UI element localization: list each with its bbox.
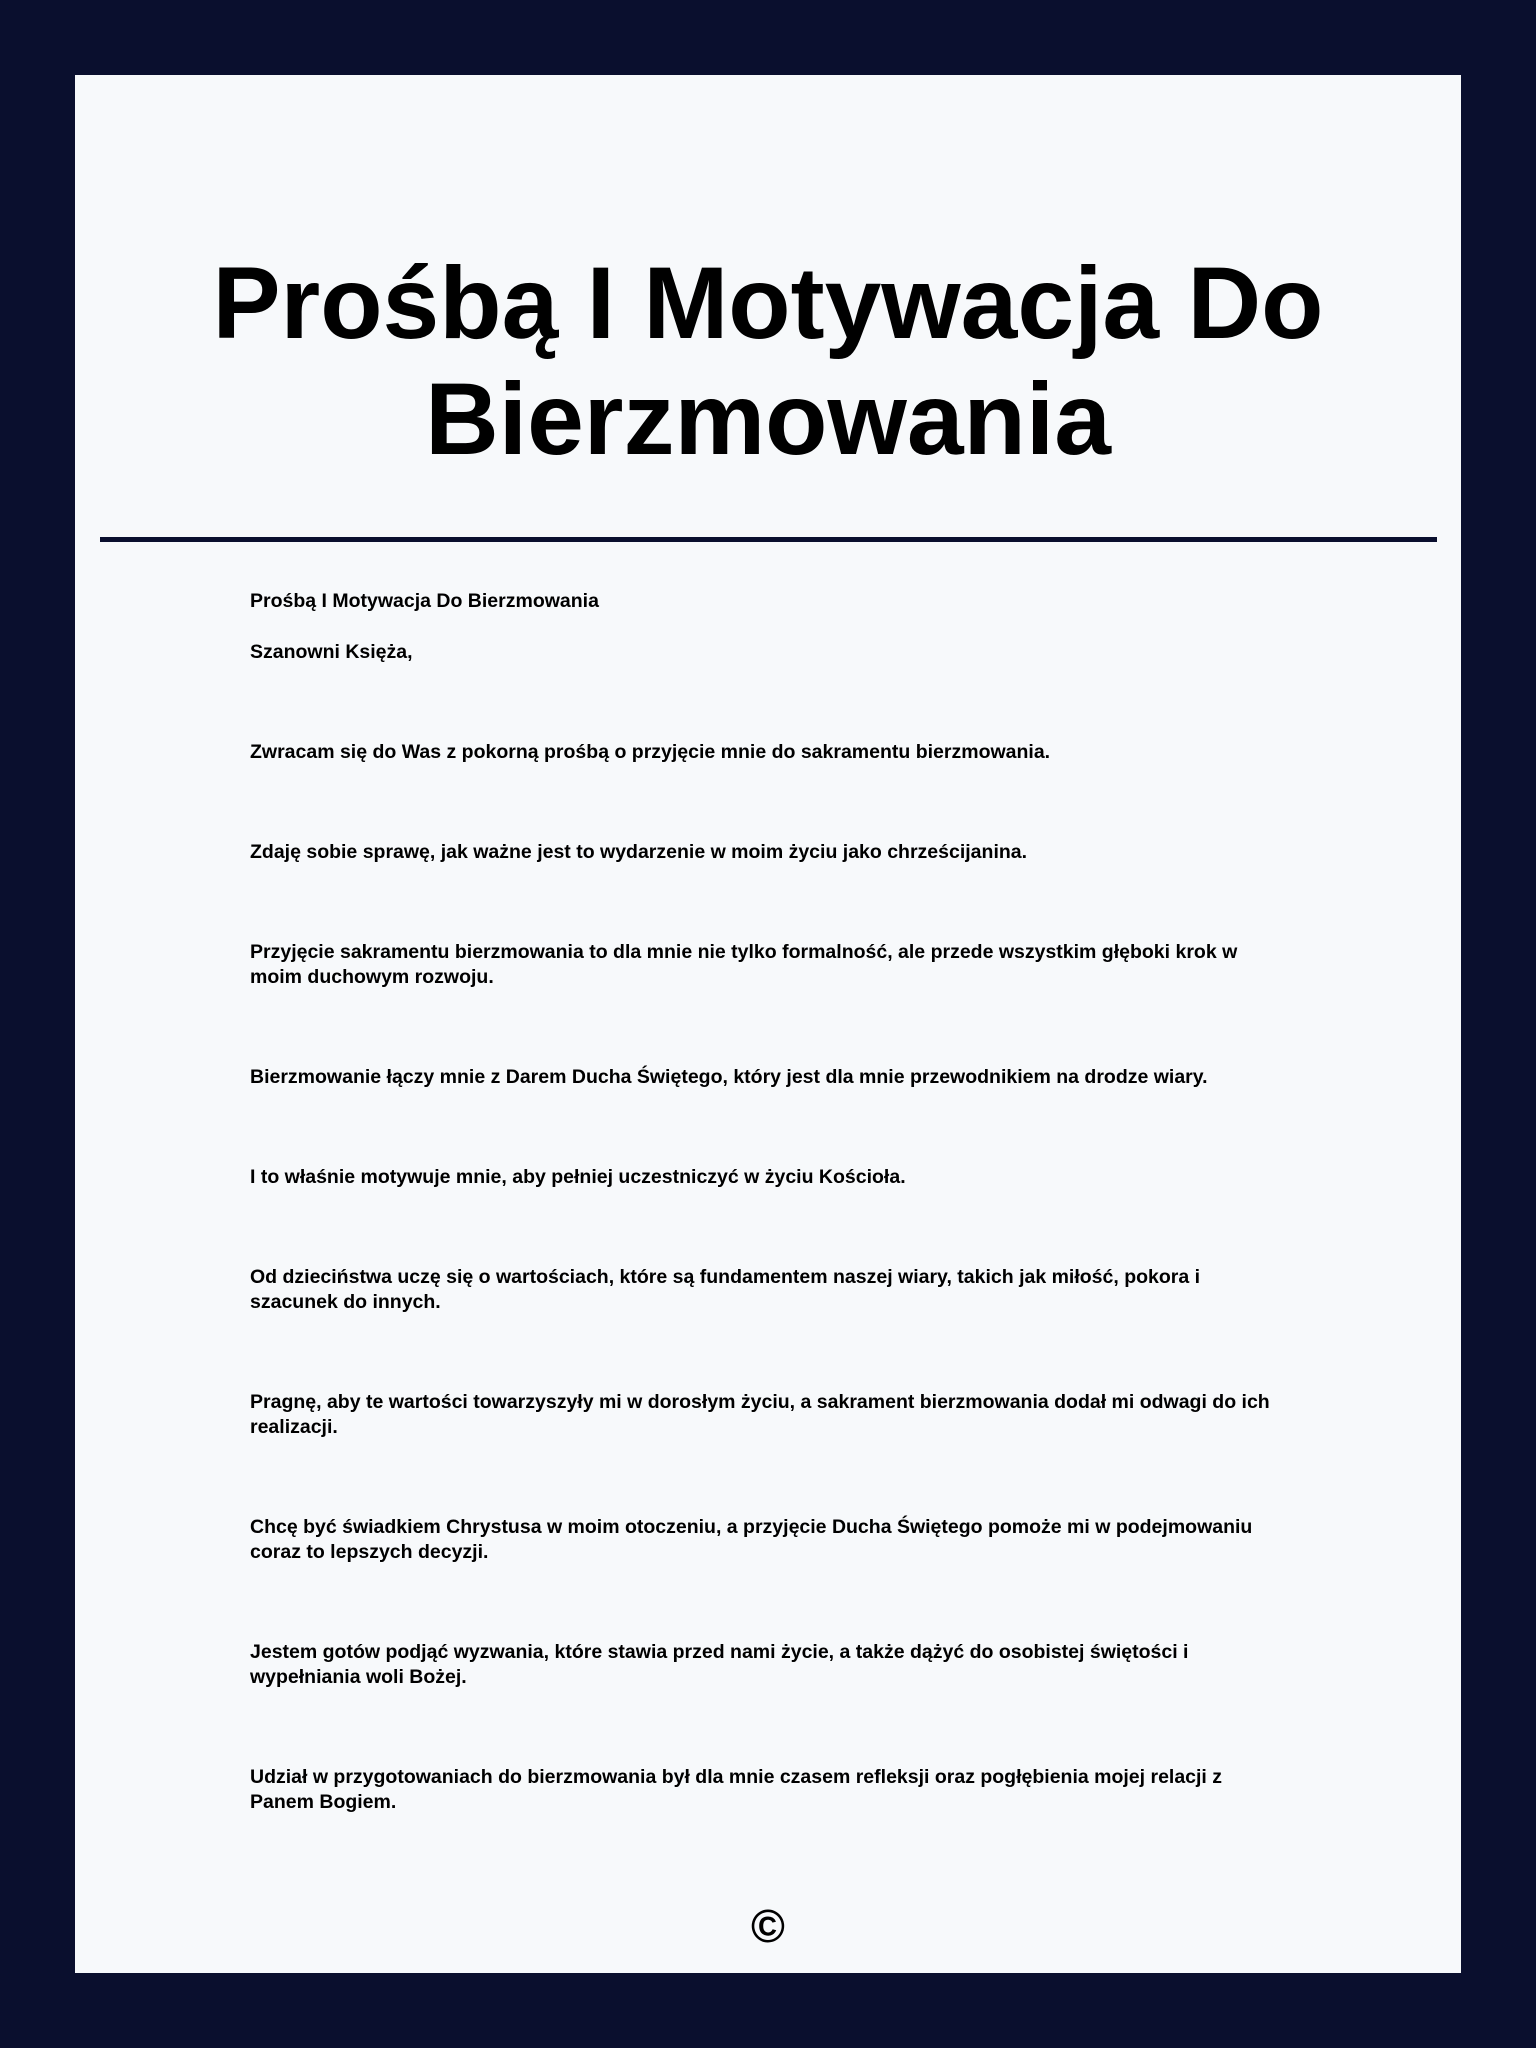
title-divider xyxy=(100,537,1437,542)
paragraph: Chcę być świadkiem Chrystusa w moim otoczeniu, a przyjęcie Ducha Świętego pomoże mi w podejmowaniu coraz to lepszych decyzji. xyxy=(250,1516,1253,1563)
paragraph: I to właśnie motywuje mnie, aby pełniej uczestniczyć w życiu Kościoła. xyxy=(250,1166,906,1188)
paragraph: Pragnę, aby te wartości towarzyszyły mi w dorosłym życiu, a sakrament bierzmowania dodał mi odwagi do ich realizacji. xyxy=(250,1391,1270,1438)
letter-heading: Prośbą I Motywacja Do Bierzmowania xyxy=(250,590,599,612)
paragraph: Od dzieciństwa uczę się o wartościach, które są fundamentem naszej wiary, takich jak miłość, pokora i szacunek do innych. xyxy=(250,1266,1201,1313)
paragraph: Przyjęcie sakramentu bierzmowania to dla mnie nie tylko formalność, ale przede wszystkim głęboki krok w moim duchowym rozwoju. xyxy=(250,941,1238,988)
paragraph: Zdaję sobie sprawę, jak ważne jest to wydarzenie w moim życiu jako chrześcijanina. xyxy=(250,841,1028,863)
paragraph-list xyxy=(250,740,1290,1815)
document-page xyxy=(75,75,1461,1973)
copyright-icon: © xyxy=(751,1900,785,1952)
paragraph: Udział w przygotowaniach do bierzmowania był dla mnie czasem refleksji oraz pogłębienia mojej relacji z Panem Bogiem. xyxy=(250,1766,1223,1813)
paragraph: Zwracam się do Was z pokorną prośbą o przyjęcie mnie do sakramentu bierzmowania. xyxy=(250,741,1051,763)
letter-body xyxy=(250,589,1290,1815)
letter-greeting: Szanowni Księża, xyxy=(250,641,413,663)
paragraph: Bierzmowanie łączy mnie z Darem Ducha Świętego, który jest dla mnie przewodnikiem na drodze wiary. xyxy=(250,1066,1208,1088)
paragraph: Jestem gotów podjąć wyzwania, które stawia przed nami życie, a także dążyć do osobistej świętości i wypełniania woli Bożej. xyxy=(250,1641,1189,1688)
page-title: Prośbą I Motywacja Do Bierzmowania xyxy=(212,246,1324,476)
